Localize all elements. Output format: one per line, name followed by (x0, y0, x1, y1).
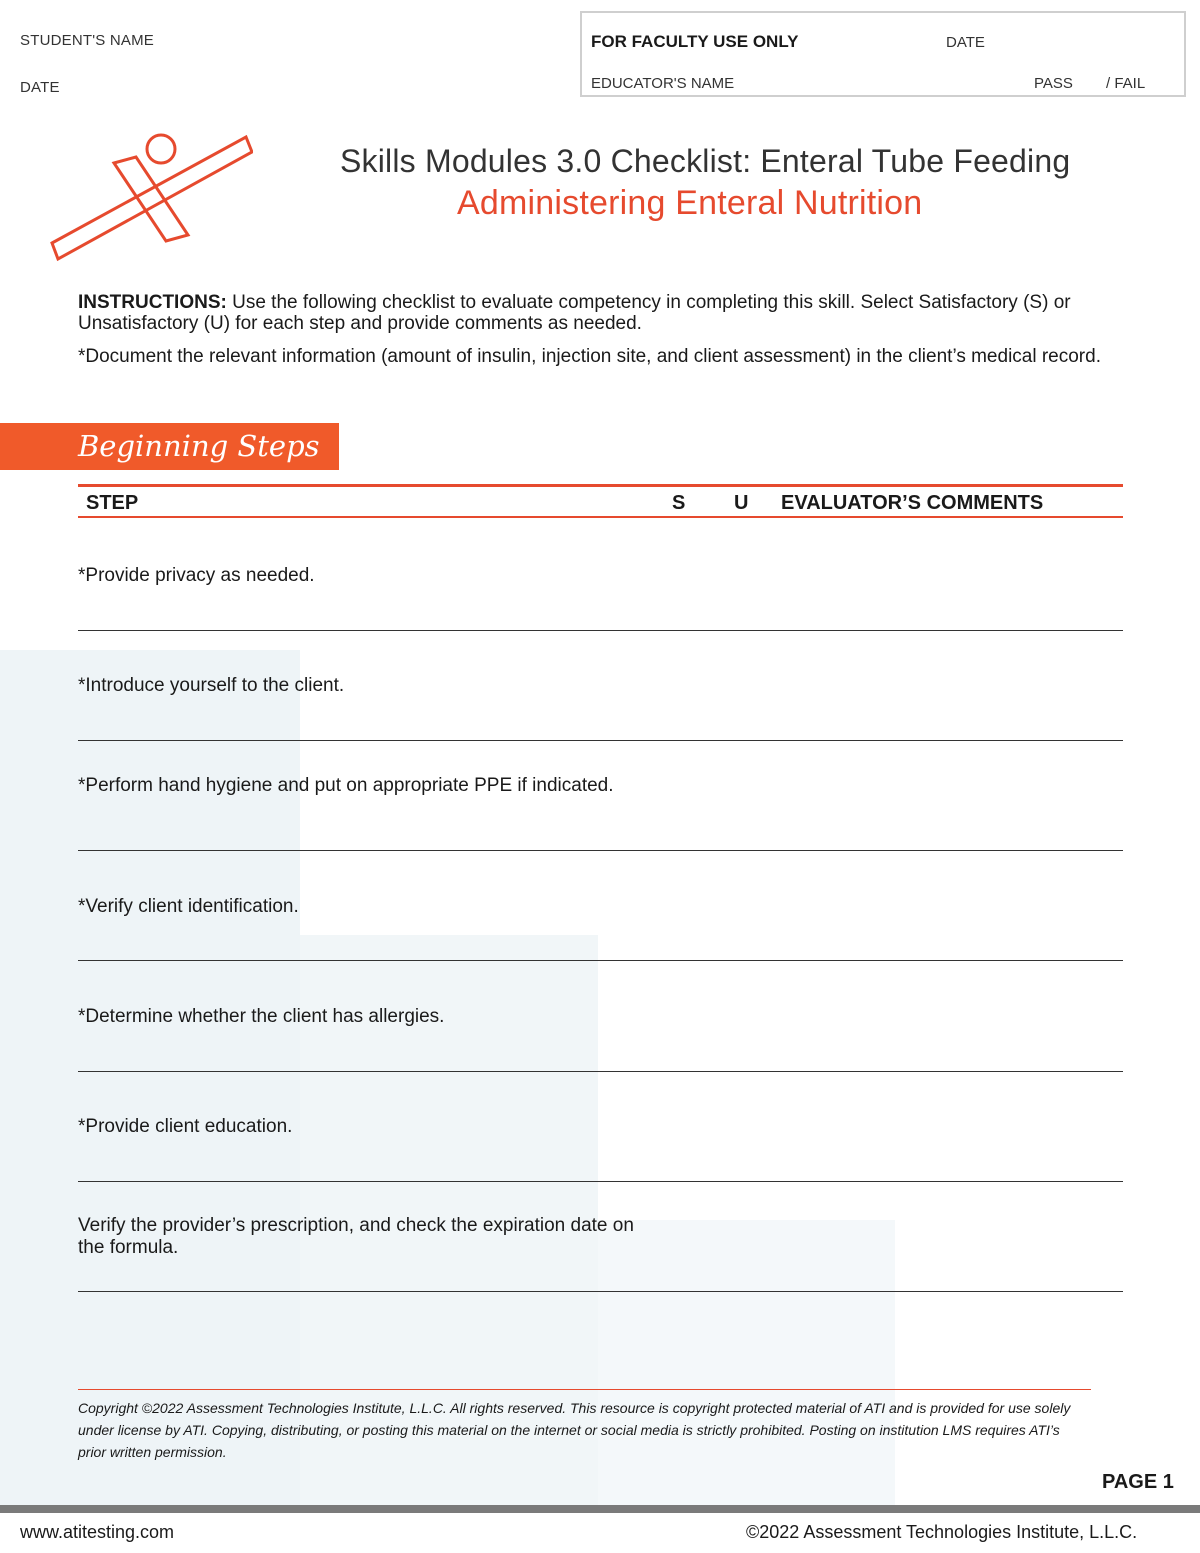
skill-subtitle: Administering Enteral Nutrition (457, 184, 923, 222)
table-row (78, 1181, 1123, 1292)
table-row (78, 740, 1123, 851)
faculty-use-box (580, 11, 1186, 97)
faculty-date-label: DATE (946, 34, 985, 51)
column-s: S (672, 492, 686, 514)
column-evaluator-comments: EVALUATOR’S COMMENTS (781, 492, 1044, 514)
student-name-label: STUDENT'S NAME (20, 32, 155, 49)
step-text: *Perform hand hygiene and put on appropriate PPE if indicated. (78, 775, 614, 796)
checklist-title: Skills Modules 3.0 Checklist: Enteral Tube Feeding (340, 143, 1071, 179)
section-title: Beginning Steps (78, 429, 320, 463)
column-step: STEP (86, 492, 139, 514)
table-row (78, 630, 1123, 741)
footer-website-link[interactable]: www.atitesting.com (20, 1522, 175, 1542)
date-label: DATE (20, 79, 60, 96)
table-row (78, 1071, 1123, 1182)
faculty-title: FOR FACULTY USE ONLY (591, 32, 799, 51)
table-row (78, 960, 1123, 1072)
step-text: *Provide client education. (78, 1116, 293, 1137)
instructions-block (78, 292, 1108, 379)
step-text: *Introduce yourself to the client. (78, 675, 345, 696)
footer-company: ©2022 Assessment Technologies Institute, L.L.C. (746, 1522, 1138, 1542)
section-header (0, 423, 339, 470)
educator-name-label: EDUCATOR'S NAME (591, 75, 735, 92)
page-number: PAGE 1 (1102, 1471, 1174, 1493)
copyright-notice: Copyright ©2022 Assessment Technologies Institute, L.L.C. All rights reserved. This resource is copyright protected material of ATI and is provided for use solely under license by ATI. Copying, distributing, or posting this material on the internet or social media is strictly prohibited. Posting on institution LMS requires ATI’s prior written permission. (78, 1389, 1091, 1463)
footer-divider (0, 1505, 1200, 1513)
table-row (78, 850, 1123, 961)
step-text: *Provide privacy as needed. (78, 565, 315, 586)
table-header (78, 484, 1123, 518)
instructions-lead: INSTRUCTIONS: (78, 292, 227, 313)
instructions-text: Use the following checklist to evaluate competency in completing this skill. Select Satisfactory (S) or Unsatisfactory (U) for each step and provide comments as needed. (78, 292, 1071, 334)
pass-label: PASS (1034, 75, 1073, 92)
column-u: U (734, 492, 749, 514)
fail-label: / FAIL (1106, 75, 1146, 92)
step-text: *Verify client identification. (78, 896, 299, 917)
figure-logo-icon (48, 125, 253, 267)
instructions-note: *Document the relevant information (amount of insulin, injection site, and client assessment) in the client’s medical record. (78, 346, 1101, 367)
table-row (78, 520, 1123, 631)
step-text: *Determine whether the client has allergies. (78, 1006, 445, 1027)
step-text: Verify the provider’s prescription, and check the expiration date on the formula. (78, 1215, 634, 1258)
